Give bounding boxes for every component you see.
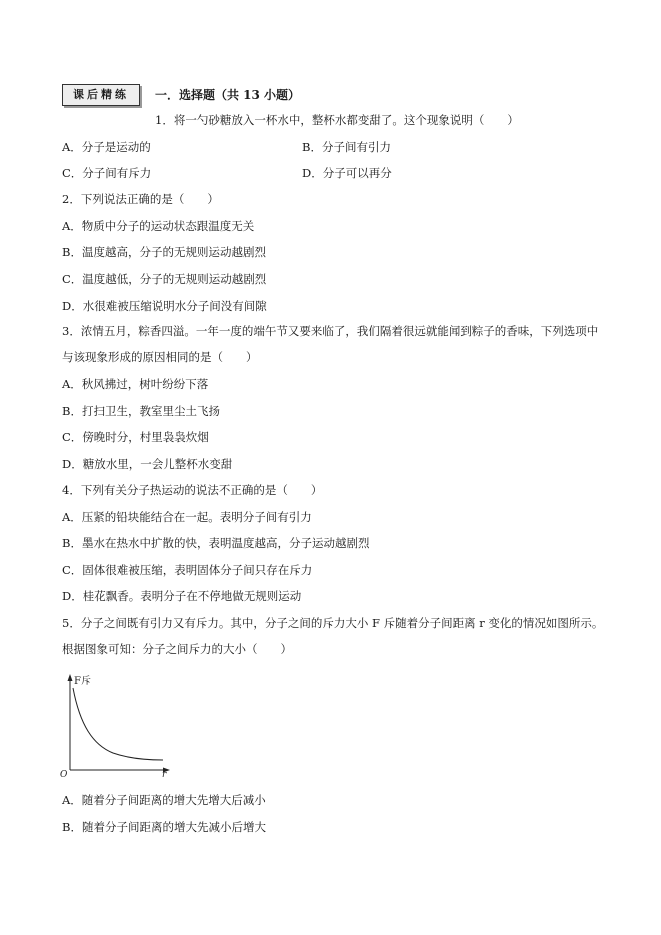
- force-curve: [73, 688, 163, 760]
- repulsion-force-graph: [58, 670, 178, 780]
- q3-stem-line2: 与该现象形成的原因相同的是（ ）: [62, 350, 258, 364]
- q3-option-d: D．糖放水里，一会儿整杯水变甜: [62, 457, 233, 471]
- q2-option-d: D．水很难被压缩说明水分子间没有间隙: [62, 299, 267, 313]
- q5-stem-line1: 5．分子之间既有引力又有斥力。其中，分子之间的斥力大小 F 斥随着分子间距离 r 变化的情况如图所示。: [62, 616, 604, 630]
- q3-option-b: B．打扫卫生，教室里尘土飞扬: [62, 404, 220, 418]
- q1-stem: 1．将一勺砂糖放入一杯水中，整杯水都变甜了。这个现象说明（ ）: [155, 113, 519, 127]
- q4-option-c: C．固体很难被压缩，表明固体分子间只存在斥力: [62, 563, 313, 577]
- q5-stem-line2: 根据图象可知：分子之间斥力的大小（ ）: [62, 642, 292, 656]
- q2-stem: 2．下列说法正确的是（ ）: [62, 192, 219, 206]
- section-title: 一．选择题（共 13 小题）: [155, 88, 301, 102]
- q1-option-c: C．分子间有斥力: [62, 166, 152, 180]
- exercise-badge: 课后精练: [62, 84, 140, 106]
- origin-label: O: [60, 770, 68, 780]
- y-axis-label: F斥: [74, 676, 91, 687]
- q4-option-b: B．墨水在热水中扩散的快，表明温度越高，分子运动越剧烈: [62, 536, 370, 550]
- q2-option-c: C．温度越低，分子的无规则运动越剧烈: [62, 272, 267, 286]
- q3-stem-line1: 3．浓情五月，粽香四溢。一年一度的端午节又要来临了，我们隔着很远就能闻到粽子的香味，下列选项中: [62, 324, 599, 338]
- q4-option-d: D．桂花飘香。表明分子在不停地做无规则运动: [62, 589, 302, 603]
- q4-option-a: A．压紧的铅块能结合在一起。表明分子间有引力: [62, 510, 312, 524]
- q5-option-a: A．随着分子间距离的增大先增大后减小: [62, 793, 266, 807]
- q3-option-a: A．秋风拂过，树叶纷纷下落: [62, 377, 209, 391]
- q1-option-d: D．分子可以再分: [302, 166, 392, 180]
- q3-option-c: C．傍晚时分，村里袅袅炊烟: [62, 430, 209, 444]
- q1-option-b: B．分子间有引力: [302, 140, 391, 154]
- q5-option-b: B．随着分子间距离的增大先减小后增大: [62, 820, 266, 834]
- q2-option-b: B．温度越高，分子的无规则运动越剧烈: [62, 245, 266, 259]
- x-axis-label: r: [162, 770, 167, 780]
- y-axis-arrow: [68, 674, 73, 681]
- q1-option-a: A．分子是运动的: [62, 140, 151, 154]
- q2-option-a: A．物质中分子的运动状态跟温度无关: [62, 219, 255, 233]
- q4-stem: 4．下列有关分子热运动的说法不正确的是（ ）: [62, 483, 323, 497]
